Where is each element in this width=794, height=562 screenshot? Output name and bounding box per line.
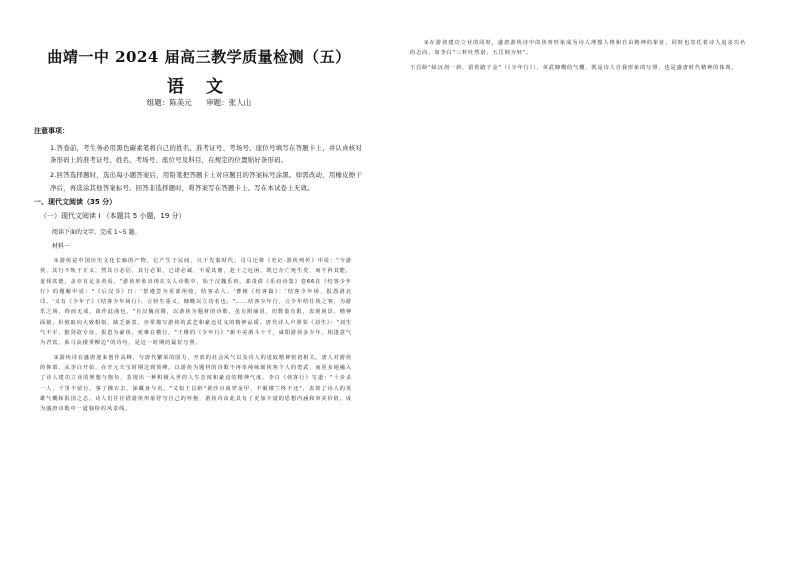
instruction-text: 阅读下面的文字，完成 1~5 题。 xyxy=(52,229,141,236)
page-title: 曲靖一中 2024 届高三教学质量检测（五） xyxy=(47,48,351,66)
passage-paragraph-3: ③在游侠建功立业的同时，盛唐游侠诗中的侠客形象成为诗人理想人格和自由精神的象征，同时也寄托着诗人追求功名的志向，如李白"三杯吐然诺，五岳倒为轻"。 xyxy=(410,40,746,57)
passage-paragraph-1: ①游侠是中国历史文化长廊的产物，它产生于民间，兴于先秦时代。司马迁将《史记·游侠列传》中说："今游侠，其行不轨于正义，然其言必信，其行必果，已诺必诚，不爱其躯，赴士之厄困，既已存亡死生矣，而不矜其能，羞伐其德，盖亦有足多者焉。"游侠形象出现在文人诗歌中，始于汉魏乐府。郭茂倩《乐府诗集》卷66在《结客少年行》的题解中说："《后汉书》曰：'祭遵尝为更部所收，结客杀人。'曹植《结客篇》：'结客少年场，报怨洛北邙。'又有《少年子》《结客少年场行》，言轻生重义，慷慨以立功名也。"……结客少年行，言少年结任侠之客，为游乐之场，终而无成，故作此曲也。"自汉魏直隋，以游侠为题材的诗歌，虽有附丽说，但数量有限，表现场景、精神面貌、价值取向大致相似，缺乏新意，亦常描写游侠的武艺和豪迈仗义的精神品质。唐代诗人卢照邻《刘生》："刘生气不平，抱剑欲专征。报恩为豪侠，死难在横行。"王维的《少年行》"新丰美酒斗十千，咸阳游侠多少年，相逢意气为君饮，系马高楼垂柳边"的诗句，是这一时期的最好写照。 xyxy=(40,258,352,347)
right-passage-block xyxy=(410,38,746,73)
subject-title: 语 文 xyxy=(167,77,231,97)
notice-block xyxy=(50,142,362,194)
authors-line xyxy=(0,97,398,108)
passage-block xyxy=(40,256,352,414)
subsection-heading: （一）现代文阅读 I （本题共 5 小题，19 分） xyxy=(40,212,186,220)
passage-paragraph-2: ②游侠诗在盛唐迎来创作高峰，与唐代繁荣的国力、开放的社会风气以及诗人的进取精神密切相关。唐人对游侠的仰慕，从李白开始，在开元天宝时期达到顶峰。以游侠为题材的诗歌不再单纯咏颂侠客个人的勇武，而更多地融入了诗人建功立业的理想与抱负，表现出一种积极入世的人生态度和豪迈的精神气度。李白《侠客行》写道："十步杀一人，千里不留行。事了拂衣去，深藏身与名。"又如王昌龄"黄沙百战穿金甲，不破楼兰终不还"，表现了诗人的英雄气概和报国之志。诗人们往往借游侠形象抒写自己的怀抱，游侠诗由此具有了更加丰富的思想内涵和审美价值，成为盛唐诗歌中一道独特的风景线。 xyxy=(40,354,352,413)
reviewer-label: 审题：张人山 xyxy=(206,98,252,107)
material-label: 材料一 xyxy=(52,243,71,250)
notice-item-2: 2.回答选择题时，选出每小题答案后，用铅笔把答题卡上对应题目的答案标号涂黑。如需改动，用橡皮擦干净后，再选涂其他答案标号。回答非选择题时，将答案写在答题卡上。写在本试卷上无效。 xyxy=(50,171,362,192)
right-page xyxy=(398,0,794,562)
notice-heading: 注意事项： xyxy=(34,127,69,135)
notice-item-1: 1.答卷前，考生务必用黑色碳素笔将自己的姓名、准考证号、考场号、座位号填写在答题卡上，并认真核对条形码上的准考证号、姓名、考场号、座位号及科目，在规定的位置贴好条形码。 xyxy=(50,144,362,165)
section-heading: 一、现代文阅读（35 分） xyxy=(34,198,117,206)
passage-paragraph-4: 王昌龄"绿沉剑一斜，留着踏千金"（《少年行》），英武慷慨的气概，既是诗人自我形象的写照，也是盛唐时代精神的体现。 xyxy=(410,64,738,71)
compiler-label: 组题：陈美元 xyxy=(146,98,192,107)
